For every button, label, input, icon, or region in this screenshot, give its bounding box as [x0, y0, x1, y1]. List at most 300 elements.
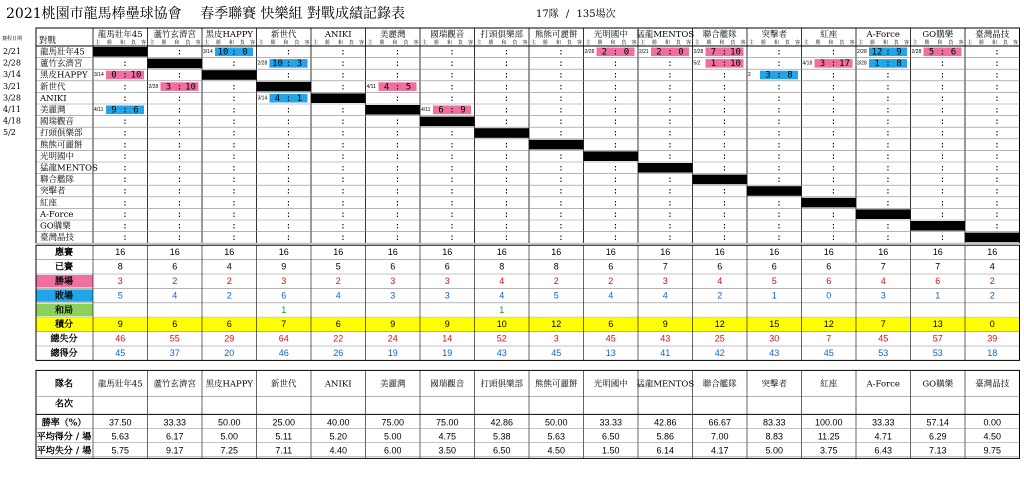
stat-total-8: 16 [551, 247, 562, 258]
score-sep: : [449, 209, 455, 220]
stat-points-12: 15 [769, 319, 780, 330]
score-sep: : [394, 82, 401, 93]
score-sep: : [122, 221, 128, 232]
score-sep: : [558, 93, 564, 104]
sub-win: 勝 [325, 40, 331, 46]
score-sep: : [830, 47, 837, 58]
score-sep: : [394, 233, 401, 244]
score-sep: : [449, 186, 455, 197]
bottom-team-16: 臺灣晶技 [975, 379, 1010, 390]
score-sep: : [231, 198, 237, 209]
stat-allowed-5: 24 [387, 333, 398, 344]
score-sep: : [830, 221, 837, 232]
stat-total-10: 16 [660, 247, 671, 258]
score-sep: : [503, 59, 510, 70]
score-sep: : [394, 140, 401, 151]
stat-scored-13: 45 [823, 348, 834, 358]
score-sep: : [503, 105, 510, 116]
sub-lose: 負 [621, 40, 627, 46]
score-sep: : [122, 186, 128, 197]
date-header: 賽程日期 [2, 36, 23, 42]
score-sep: : [721, 47, 728, 58]
stat-lose-10: 4 [662, 290, 668, 301]
score-sep: : [885, 198, 891, 209]
score-b: 1 [296, 93, 303, 104]
sub-tie: 和 [229, 40, 235, 46]
stat-total-15: 16 [932, 247, 943, 258]
bottom-team-6: 國瑞觀音 [430, 379, 465, 390]
stat-label-tie: 和局 [54, 305, 74, 316]
score-sep: : [285, 221, 292, 232]
score-sep: : [994, 59, 1000, 70]
score-sep: : [558, 70, 564, 81]
score-sep: : [939, 163, 946, 174]
score-sep: : [176, 198, 183, 209]
score-sep: : [776, 209, 782, 220]
score-sep: : [667, 151, 673, 162]
sub-tie: 和 [719, 40, 725, 46]
score-b: 8 [787, 70, 793, 81]
bottom-avg_scored-14: 4.71 [874, 431, 893, 442]
score-sep: : [340, 186, 346, 197]
sub-win: 勝 [597, 40, 603, 46]
score-sep: : [503, 163, 510, 174]
score-sep: : [340, 198, 346, 209]
diagonal-block [693, 175, 748, 185]
bottom-winrate-11: 66.67 [708, 417, 732, 428]
score-sep: : [939, 128, 946, 139]
col-header-3: 新世代 [270, 30, 297, 40]
stat-win-11: 4 [717, 276, 723, 286]
score-sep: : [231, 151, 237, 162]
score-sep: : [721, 151, 728, 162]
sub-tie: 和 [665, 40, 671, 46]
sub-home: 主 [585, 40, 591, 46]
stat-total-0: 16 [115, 247, 126, 258]
col-header-15: GO購樂 [922, 30, 954, 40]
score-sep: : [939, 175, 946, 186]
sub-lose: 負 [240, 40, 246, 46]
score-sep: : [449, 93, 455, 104]
bottom-avg_allowed-13: 3.75 [819, 445, 838, 456]
score-sep: : [503, 82, 510, 93]
bottom-winrate-16: 0.00 [983, 417, 1002, 428]
score-sep: : [449, 59, 455, 70]
score-sep: : [939, 151, 946, 162]
score-b: 6 [950, 47, 957, 58]
score-sep: : [885, 128, 891, 139]
score-sep: : [721, 59, 728, 70]
sub-home: 主 [531, 40, 537, 46]
score-sep: : [830, 186, 837, 197]
score-sep: : [667, 70, 673, 81]
score-sep: : [285, 128, 292, 139]
score-sep: : [721, 198, 728, 209]
score-b: 9 [896, 47, 902, 58]
score-sep: : [721, 140, 728, 151]
score-sep: : [449, 105, 455, 116]
score-sep: : [830, 82, 837, 93]
score-sep: : [558, 221, 564, 232]
stat-points-9: 6 [608, 319, 614, 330]
bottom-team-7: 打頭俱樂部 [480, 379, 524, 390]
sub-tie: 和 [501, 40, 507, 46]
col-header-14: A-Force [866, 30, 900, 40]
game-date: 2 [748, 72, 751, 79]
diagonal-block [638, 163, 693, 173]
stat-allowed-13: 7 [826, 333, 832, 344]
score-sep: : [394, 93, 401, 104]
stat-total-9: 16 [605, 247, 616, 258]
sub-home: 主 [858, 40, 864, 46]
row-team-14: A-Force [40, 209, 74, 220]
score-a: 3 [165, 82, 172, 93]
score-sep: : [449, 47, 455, 58]
sub-home: 主 [422, 40, 428, 46]
stat-win-15: 6 [935, 276, 941, 286]
bottom-team-0: 龍馬壯年45 [97, 379, 143, 390]
stat-allowed-0: 46 [115, 333, 126, 344]
score-sep: : [285, 59, 292, 70]
col-header-9: 光明國中 [593, 30, 628, 40]
sub-tie: 和 [828, 40, 834, 46]
score-sep: : [231, 163, 237, 174]
score-a: 7 [710, 47, 717, 58]
stat-points-11: 12 [714, 319, 725, 330]
row-team-9: 光明國中 [40, 151, 75, 162]
score-sep: : [558, 82, 564, 93]
diagonal-block [475, 128, 530, 138]
score-b: 3 [296, 59, 303, 70]
score-sep: : [394, 59, 401, 70]
score-sep: : [122, 59, 128, 70]
score-a: 6 [438, 105, 444, 116]
score-sep: : [285, 186, 292, 197]
col-header-1: 蘆竹玄濟宮 [153, 30, 197, 40]
stat-points-16: 0 [989, 319, 995, 330]
score-sep: : [885, 105, 891, 116]
score-sep: : [231, 221, 237, 232]
score-sep: : [885, 175, 891, 186]
score-sep: : [285, 209, 292, 220]
game-date: 3/14 [94, 72, 104, 79]
score-sep: : [231, 105, 237, 116]
score-sep: : [830, 59, 837, 70]
stat-tie-3: 1 [281, 304, 287, 315]
diagonal-block [965, 233, 1020, 243]
score-sep: : [939, 82, 946, 93]
sub-lose: 負 [512, 40, 518, 46]
score-sep: : [667, 93, 673, 104]
stat-points-13: 12 [823, 319, 834, 330]
score-sep: : [667, 186, 673, 197]
bottom-avg_allowed-8: 4.50 [547, 445, 566, 456]
score-sep: : [885, 140, 891, 151]
col-header-11: 聯合艦隊 [702, 30, 737, 40]
bottom-avg_allowed-14: 6.43 [874, 445, 893, 456]
score-sep: : [231, 140, 237, 151]
score-sep: : [667, 233, 673, 244]
score-sep: : [285, 140, 292, 151]
bottom-team-15: GO購樂 [922, 379, 954, 390]
bottom-avg_allowed-1: 9.17 [165, 445, 184, 456]
col-header-7: 打頭俱樂部 [480, 30, 524, 40]
date-4: 3/28 [3, 93, 21, 103]
score-b: 10 [730, 47, 741, 58]
score-sep: : [776, 105, 782, 116]
game-date: 4/18 [802, 60, 813, 67]
score-sep: : [122, 70, 128, 81]
sub-guest: 客 [195, 40, 201, 46]
sub-guest: 客 [359, 40, 365, 46]
diagonal-block [148, 59, 203, 69]
stat-win-9: 2 [608, 276, 614, 286]
game-date: 4/11 [94, 107, 104, 113]
col-header-16: 臺灣晶技 [975, 30, 1010, 40]
score-sep: : [994, 105, 1000, 116]
score-a: 2 [601, 47, 608, 58]
stat-points-2: 6 [226, 319, 232, 330]
row-team-8: 熊熊可麗餅 [40, 140, 83, 151]
score-b: 5 [405, 82, 412, 93]
game-date: 2/28 [148, 83, 159, 90]
sub-guest: 客 [250, 40, 256, 46]
col-header-5: 美麗灣 [379, 30, 406, 40]
score-sep: : [721, 117, 728, 128]
sub-home: 主 [749, 40, 755, 46]
score-sep: : [776, 47, 782, 58]
sub-guest: 客 [141, 40, 147, 46]
score-sep: : [340, 70, 346, 81]
score-sep: : [340, 47, 346, 58]
stat-played-3: 9 [281, 261, 287, 272]
stat-allowed-3: 64 [278, 333, 289, 344]
score-sep: : [885, 117, 891, 128]
row-team-2: 黑皮HAPPY [40, 70, 88, 81]
score-sep: : [939, 47, 946, 58]
score-sep: : [394, 128, 401, 139]
stat-played-4: 5 [335, 261, 341, 272]
score-sep: : [776, 198, 782, 209]
bottom-avg_allowed-10: 6.14 [656, 445, 675, 456]
stat-total-1: 16 [169, 247, 180, 258]
stat-lose-16: 2 [989, 290, 995, 301]
score-sep: : [994, 82, 1000, 93]
stat-scored-2: 20 [224, 348, 235, 358]
stat-allowed-9: 45 [605, 333, 616, 344]
stat-scored-4: 26 [333, 348, 344, 358]
score-sep: : [285, 117, 292, 128]
row-team-7: 打頭俱樂部 [40, 128, 83, 139]
score-sep: : [122, 140, 128, 151]
score-sep: : [667, 47, 673, 58]
sub-win: 勝 [543, 40, 549, 46]
bottom-avg_allowed-11: 4.17 [710, 445, 729, 456]
bottom-team-5: 美麗灣 [379, 379, 406, 390]
sub-lose: 負 [403, 40, 409, 46]
sub-guest: 客 [795, 40, 801, 46]
bottom-avg_allowed-16: 9.75 [983, 445, 1002, 456]
sub-win: 勝 [161, 40, 167, 46]
score-sep: : [885, 93, 891, 104]
sub-tie: 和 [992, 40, 998, 46]
score-sep: : [449, 233, 455, 244]
stat-scored-11: 42 [714, 348, 725, 358]
score-sep: : [231, 209, 237, 220]
stat-lose-4: 4 [335, 290, 341, 301]
stat-played-7: 8 [499, 261, 505, 272]
score-sep: : [231, 175, 237, 186]
score-sep: : [939, 93, 946, 104]
game-date: 3/14 [257, 95, 268, 102]
sub-win: 勝 [270, 40, 276, 46]
score-sep: : [122, 209, 128, 220]
col-header-8: 熊熊可麗餅 [534, 30, 578, 40]
sub-lose: 負 [458, 40, 464, 46]
date-2: 3/14 [3, 70, 21, 80]
stat-played-1: 6 [172, 261, 178, 272]
stat-lose-14: 3 [880, 290, 886, 301]
score-sep: : [776, 140, 782, 151]
stat-total-13: 16 [823, 247, 834, 258]
score-a: 3 [819, 59, 826, 70]
game-date: 2/21 [639, 49, 649, 55]
bottom-avg_scored-7: 5.38 [492, 431, 511, 442]
row-team-0: 龍馬壯年45 [40, 47, 85, 58]
stat-played-0: 8 [117, 261, 123, 272]
game-date: 3/28 [857, 60, 867, 67]
bottom-avg_allowed-3: 7.11 [275, 445, 293, 456]
stat-win-0: 3 [117, 276, 123, 286]
bottom-label-winrate: 勝率（%） [41, 418, 87, 429]
score-sep: : [176, 117, 183, 128]
score-sep: : [503, 93, 510, 104]
bottom-winrate-15: 57.14 [926, 417, 950, 428]
bottom-avg_scored-6: 4.75 [438, 431, 457, 442]
score-sep: : [558, 47, 564, 58]
score-sep: : [830, 93, 837, 104]
score-a: 2 [656, 47, 662, 58]
score-b: 0 [623, 47, 630, 58]
score-sep: : [558, 128, 564, 139]
bottom-winrate-12: 83.33 [762, 417, 786, 428]
sub-tie: 和 [610, 40, 616, 46]
bottom-winrate-13: 100.00 [814, 417, 843, 428]
score-sep: : [503, 151, 510, 162]
sub-home: 主 [803, 40, 809, 46]
score-sep: : [122, 82, 128, 93]
sub-home: 主 [313, 40, 319, 46]
stat-allowed-12: 30 [769, 333, 780, 344]
score-sep: : [176, 221, 183, 232]
stat-allowed-8: 3 [553, 333, 559, 344]
score-sep: : [776, 128, 782, 139]
sub-win: 勝 [107, 40, 113, 46]
score-sep: : [558, 117, 564, 128]
score-sep: : [776, 221, 782, 232]
sub-home: 主 [204, 40, 210, 46]
bottom-winrate-4: 40.00 [326, 417, 350, 428]
bottom-avg_allowed-7: 6.50 [492, 445, 511, 456]
sub-guest: 客 [849, 40, 855, 46]
stat-scored-15: 53 [932, 348, 943, 358]
sub-guest: 客 [686, 40, 692, 46]
col-header-13: 紅座 [820, 30, 838, 40]
sub-win: 勝 [924, 40, 930, 46]
row-team-13: 紅座 [40, 198, 58, 209]
sub-home: 主 [694, 40, 700, 46]
sub-tie: 和 [447, 40, 453, 46]
stat-played-2: 4 [226, 261, 232, 272]
score-sep: : [721, 186, 728, 197]
bottom-team-14: A-Force [866, 379, 900, 390]
score-b: 9 [460, 105, 466, 116]
sub-home: 主 [258, 40, 264, 46]
stat-lose-2: 2 [226, 290, 232, 301]
score-sep: : [176, 70, 183, 81]
row-team-6: 國瑞觀音 [40, 117, 75, 128]
score-sep: : [721, 221, 728, 232]
bottom-avg_allowed-5: 6.00 [383, 445, 402, 456]
stat-allowed-7: 52 [496, 333, 507, 344]
bottom-avg_allowed-12: 5.00 [765, 445, 784, 456]
stat-scored-1: 37 [169, 348, 180, 358]
score-sep: : [503, 47, 510, 58]
season-name: 春季聯賽 快樂組 對戰成績記錄表 [200, 6, 405, 22]
score-sep: : [231, 128, 237, 139]
sub-lose: 負 [1003, 40, 1009, 46]
stat-total-4: 16 [333, 247, 344, 258]
stat-played-5: 6 [390, 261, 396, 272]
row-team-16: 臺灣晶技 [40, 233, 75, 244]
stat-points-1: 6 [172, 319, 178, 330]
score-sep: : [885, 70, 891, 81]
stat-allowed-15: 57 [932, 333, 943, 344]
stat-label-win: 勝場 [54, 277, 74, 287]
stat-lose-3: 6 [281, 290, 287, 301]
sub-win: 勝 [379, 40, 385, 46]
score-sep: : [449, 128, 455, 139]
sub-tie: 和 [283, 40, 289, 46]
score-sep: : [776, 59, 782, 70]
score-sep: : [721, 70, 728, 81]
score-a: 1 [874, 59, 880, 70]
score-sep: : [885, 221, 891, 232]
diagonal-block [856, 209, 911, 219]
stat-win-2: 2 [226, 276, 232, 286]
sub-win: 勝 [979, 40, 985, 46]
stat-win-8: 2 [553, 276, 559, 286]
sub-win: 勝 [488, 40, 494, 46]
stat-lose-1: 4 [172, 290, 178, 301]
score-sep: : [830, 70, 837, 81]
score-sep: : [449, 70, 455, 81]
score-sep: : [394, 186, 401, 197]
score-sep: : [285, 151, 292, 162]
score-sep: : [558, 59, 564, 70]
bottom-avg_scored-11: 7.00 [710, 431, 729, 442]
score-sep: : [340, 221, 346, 232]
stat-total-5: 16 [387, 247, 398, 258]
score-sep: : [558, 209, 564, 220]
stat-win-10: 3 [662, 276, 668, 286]
sub-guest: 客 [1013, 40, 1019, 46]
bottom-avg_allowed-0: 5.75 [111, 445, 130, 456]
score-sep: : [285, 47, 292, 58]
row-team-1: 蘆竹玄濟宮 [40, 59, 83, 70]
stat-label-points: 積分 [54, 320, 74, 331]
stat-lose-11: 2 [717, 290, 723, 301]
